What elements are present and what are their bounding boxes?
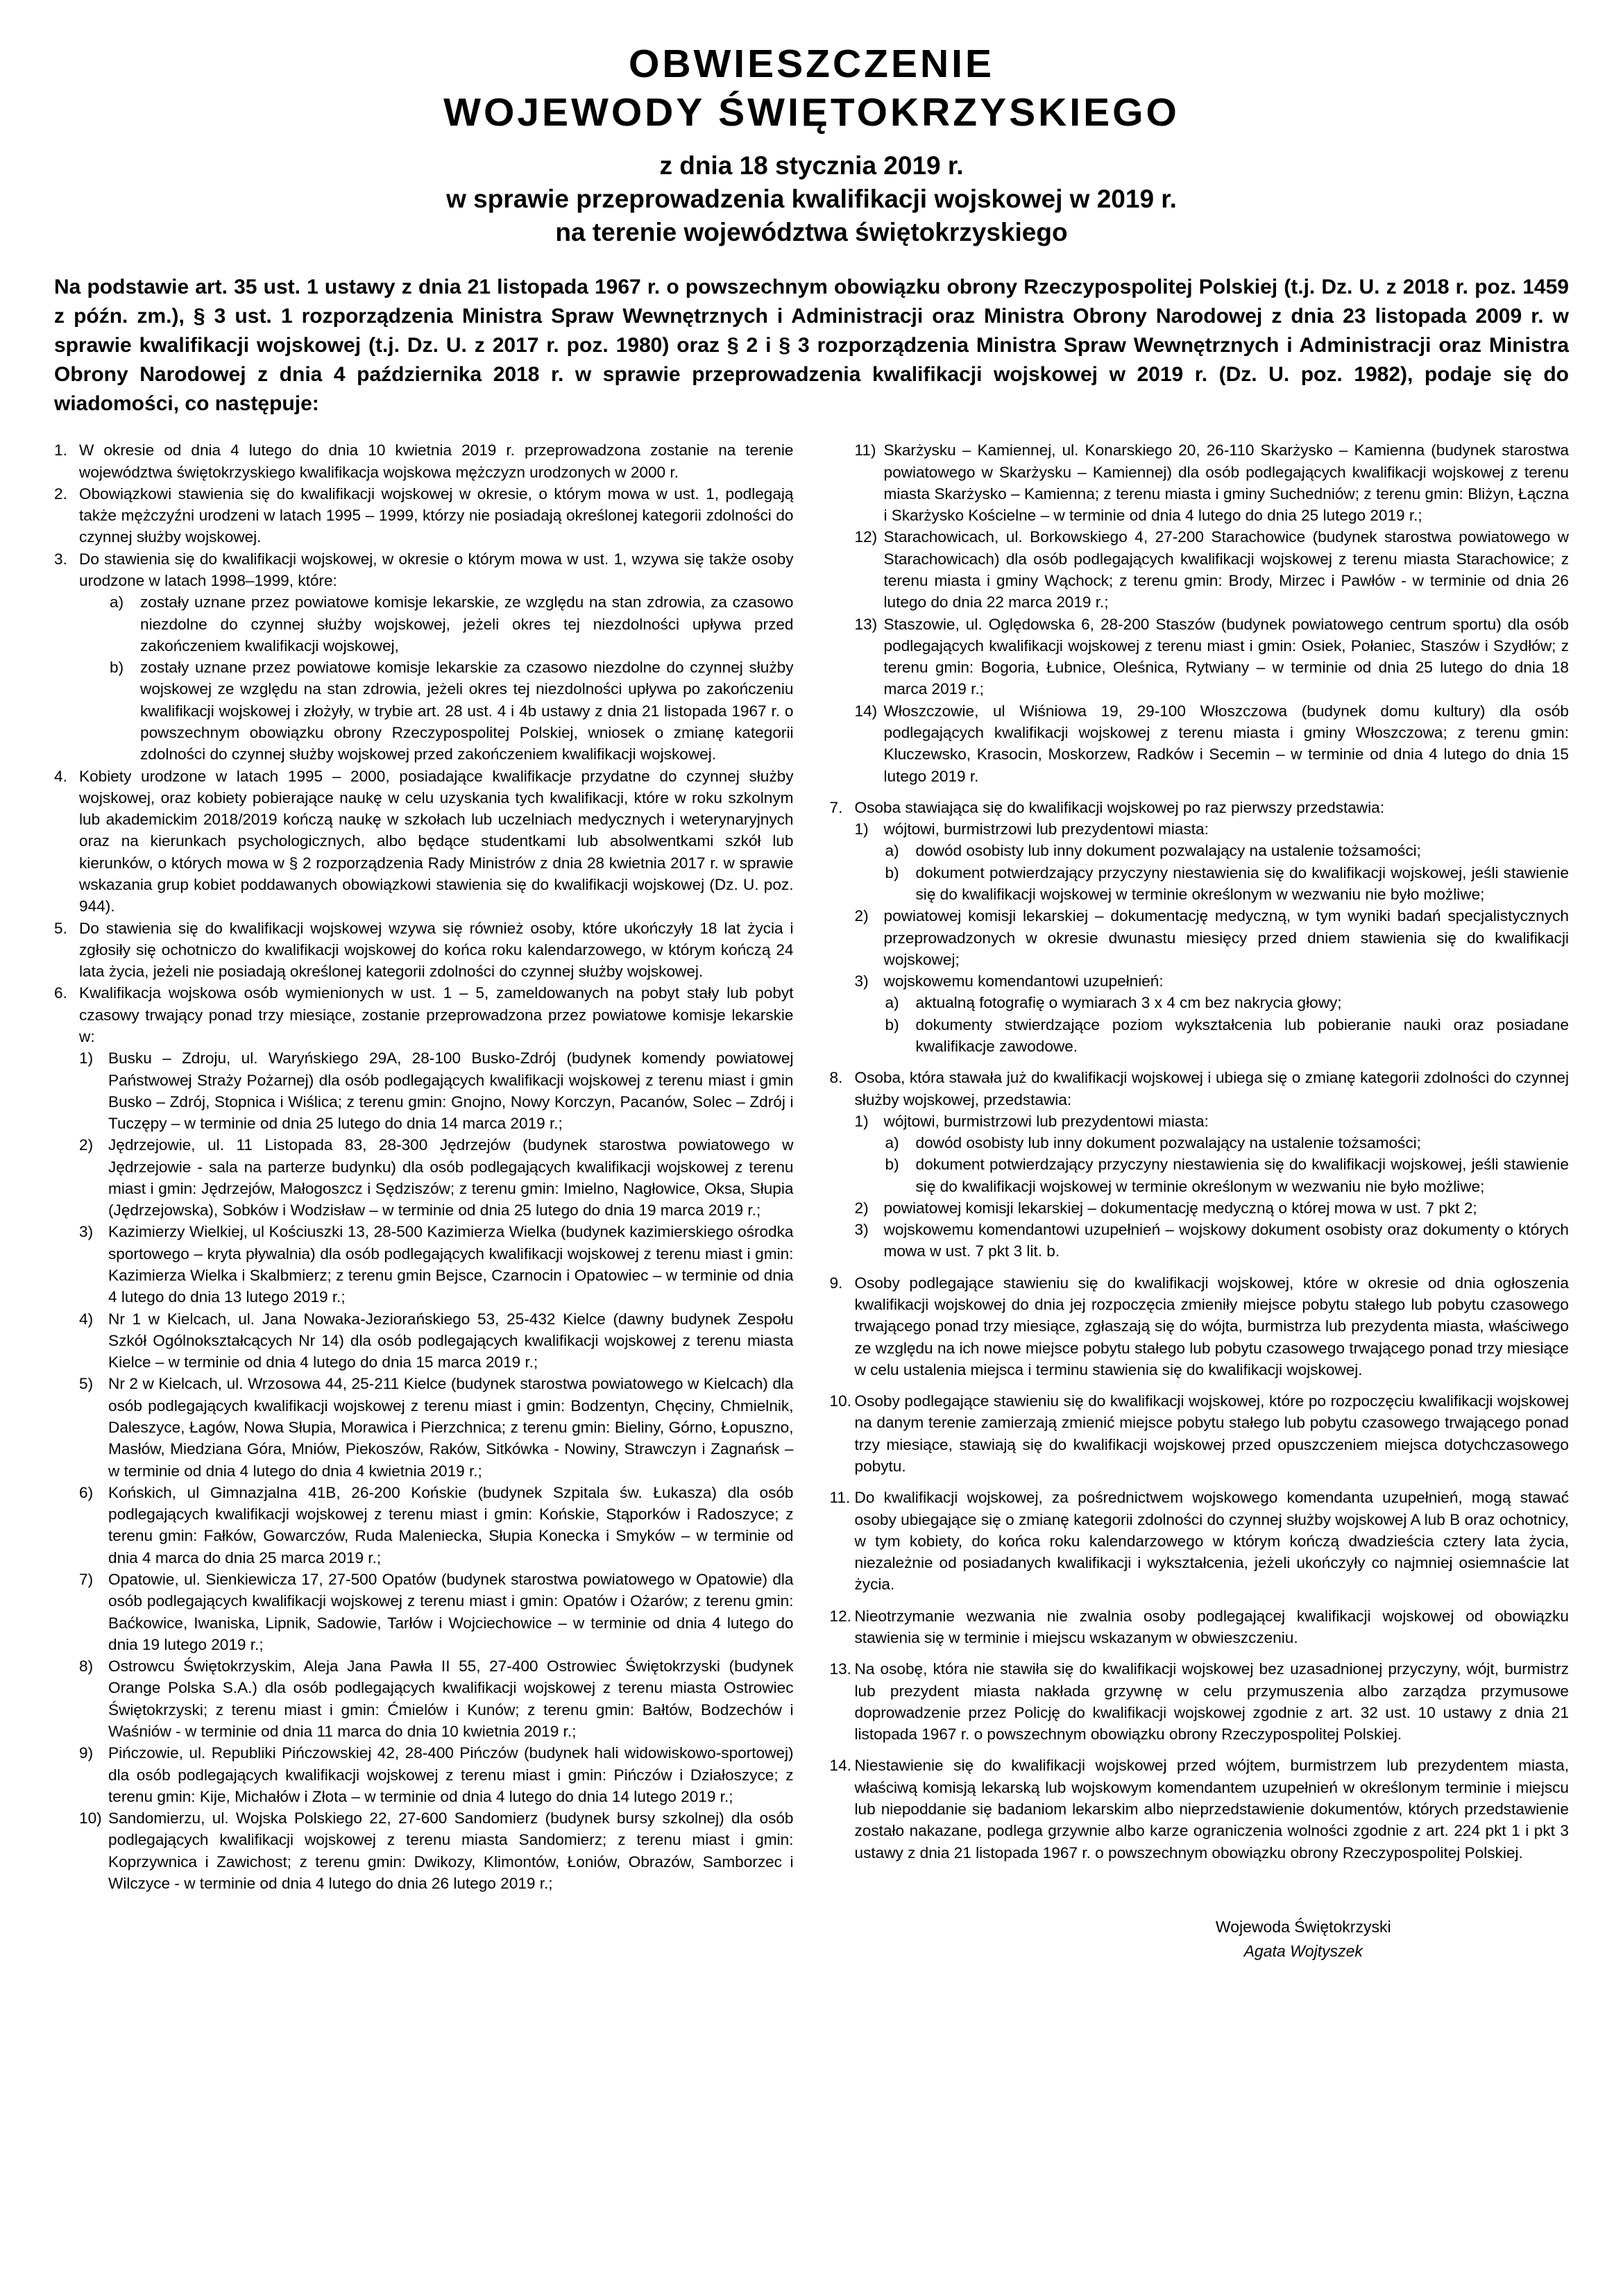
commission-item-13 — [830, 614, 1570, 700]
list-item-3 — [54, 548, 794, 592]
item-text: zostały uznane przez powiatowe komisje lekarskie, ze względu na stan zdrowia, za czasowo niezdolne do czynnej służby wojskowej, jeżeli okres tej niezdolności upływa przed zakończeniem kwalifikacji wojskowej, — [140, 593, 794, 655]
list-item-8 — [830, 1067, 1570, 1111]
commission-item-1 — [54, 1047, 794, 1134]
item-marker: b) — [885, 1156, 899, 1174]
title-line-1: OBWIESZCZENIE — [628, 42, 994, 86]
item-marker: 1. — [54, 441, 67, 459]
item-marker: 14. — [829, 1757, 851, 1775]
item-text: wójtowi, burmistrzowi lub prezydentowi miasta: — [883, 1112, 1209, 1130]
item-text: Osoby podlegające stawieniu się do kwalifikacji wojskowej, które w okresie od dnia ogłoszenia kwalifikacji wojskowej do dnia jej rozpoczęcia zmieniły miejsce pobytu stałego lub pobytu czasowego trwającego ponad trzy miesiące, zgłaszają się do wójta, burmistrza lub prezydenta miasta, właściwego ze względu na ich nowe miejsce pobytu stałego lub pobytu czasowego trwającego ponad trzy miesiące w celu ustalenia miejsca i terminu stawienia się do kwalifikacji wojskowej. — [854, 1274, 1569, 1378]
item-text: Nr 2 w Kielcach, ul. Wrzosowa 44, 25-211 Kielce (budynek starostwa powiatowego w Kielcach) dla osób podlegających kwalifikacji wojskowej z terenu miast i gmin: Bodzentyn, Chęciny, Chmielnik, Daleszyce, Łagów, Nowa Słupia, Morawica i Pierzchnica; z terenu gmin: Bieliny, Górno, Łopuszno, Masłów, Miedziana Góra, Mniów, Piekoszów, Raków, Sitkówka - Nowiny, Strawczyn i Zagnańsk – w terminie od dnia 4 lutego do dnia 4 kwietnia 2019 r.; — [108, 1375, 794, 1480]
item-marker: 3) — [854, 972, 869, 990]
item-marker: b) — [110, 659, 124, 677]
item-marker: 1) — [854, 1112, 869, 1130]
item-text: Pińczowie, ul. Republiki Pińczowskiej 42, 28-400 Pińczów (budynek hali widowiskowo-sportowej) dla osób podlegających kwalifikacji wojskowej z terenu miast i gmin: Pińczów i Działoszyce; z terenu gmin: Kije, Michałów i Złota – w terminie od dnia 4 lutego do dnia 14 lutego 2019 r.; — [108, 1744, 794, 1805]
item-marker: a) — [110, 593, 124, 611]
list-item-7-1b — [830, 862, 1570, 906]
item-marker: 2) — [79, 1136, 94, 1154]
item-marker: 3. — [54, 550, 67, 568]
list-item-5 — [54, 918, 794, 983]
list-item-11 — [830, 1487, 1570, 1595]
item-marker: 7) — [79, 1570, 94, 1588]
item-text: aktualną fotografię o wymiarach 3 x 4 cm bez nakrycia głowy; — [915, 994, 1342, 1012]
item-marker: 13. — [829, 1660, 851, 1678]
item-marker: 1) — [79, 1049, 94, 1067]
legal-basis-paragraph: Na podstawie art. 35 ust. 1 ustawy z dnia 21 listopada 1967 r. o powszechnym obowiązku obrony Rzeczypospolitej Polskiej (t.j. Dz. U. z 2018 r. poz. 1459 z późn. zm.), § 3 ust. 1 rozporządzenia Ministra Spraw Wewnętrznych i Administracji oraz Ministra Obrony Narodowej z dnia 23 listopada 2009 r. w sprawie kwalifikacji wojskowej (t.j. Dz. U. z 2017 r. poz. 1980) oraz § 2 i § 3 rozporządzenia Ministra Spraw Wewnętrznych i Administracji oraz Ministra Obrony Narodowej z dnia 4 października 2018 r. w sprawie przeprowadzenia kwalifikacji wojskowej w 2019 r. (Dz. U. poz. 1982), podaje się do wiadomości, co następuje: — [54, 276, 1569, 416]
item-marker: 6) — [79, 1483, 94, 1501]
item-text: wójtowi, burmistrzowi lub prezydentowi miasta: — [883, 820, 1209, 838]
item-text: Końskich, ul Gimnazjalna 41B, 26-200 Końskie (budynek Szpitala św. Łukasza) dla osób podlegających kwalifikacji wojskowej z terenu miast i gmin: Końskie, Stąporków i Radoszyce; z terenu gmin: Fałków, Gowarczów, Ruda Maleniecka, Słupia Konecka i Smyków – w terminie od dnia 4 marca do dnia 25 marca 2019 r.; — [108, 1483, 794, 1567]
item-text: Busku – Zdroju, ul. Waryńskiego 29A, 28-100 Busko-Zdrój (budynek komendy powiatowej Państwowej Straży Pożarnej) dla osób podlegających kwalifikacji wojskowej z terenu miast i gmin Busko – Zdrój, Stopnica i Wiślica; z terenu gmin: Gnojno, Nowy Korczyn, Pacanów, Solec – Zdrój i Tuczępy – w terminie od dnia 25 lutego do dnia 14 marca 2019 r.; — [108, 1049, 794, 1133]
item-text: Do kwalifikacji wojskowej, za pośrednictwem wojskowego komendanta uzupełnień, mogą stawać osoby ubiegające się o zmianę kategorii zdolności do czynnej służby wojskowej A lub B oraz ochotnicy, w tym kobiety, do końca roku kalendarzowego w którym kończą dwadzieścia cztery lata życia, niezależnie od posiadanych kwalifikacji i wykształcenia, jeżeli ukończyły co najmniej osiemnaście lat życia. — [854, 1489, 1569, 1594]
list-item-8-1 — [830, 1111, 1570, 1132]
item-marker: 3) — [854, 1221, 869, 1239]
list-item-8-3 — [830, 1219, 1570, 1263]
commission-item-9 — [54, 1742, 794, 1807]
commission-item-6 — [54, 1482, 794, 1569]
item-marker: 8. — [829, 1069, 843, 1087]
signature-role: Wojewoda Świętokrzyski — [1215, 1917, 1391, 1936]
item-marker: 2) — [854, 907, 869, 925]
commission-item-12 — [830, 526, 1570, 613]
subtitle-area: na terenie województwa świętokrzyskiego — [555, 218, 1068, 247]
commission-item-2 — [54, 1134, 794, 1221]
list-item-7-3a — [830, 992, 1570, 1013]
item-text: Skarżysku – Kamiennej, ul. Konarskiego 20, 26-110 Skarżysko – Kamienna (budynek starostwa powiatowego w Skarżysku – Kamiennej) dla osób podlegających kwalifikacji wojskowej z terenu miasta Skarżysko – Kamienna; z terenu miasta i gminy Suchedniów; z terenu gmin: Bliżyn, Łączna i Skarżysko Kościelne – w terminie od dnia 4 lutego do dnia 25 lutego 2019 r.; — [883, 441, 1569, 525]
item-text: powiatowej komisji lekarskiej – dokumentację medyczną, w tym wyniki badań specjalistycznych przeprowadzonych w okresie dwunastu miesięcy przed dniem stawienia się do kwalifikacji wojskowej; — [883, 907, 1569, 968]
list-item-8-1a — [830, 1132, 1570, 1154]
signature-name: Agata Wojtyszek — [1243, 1942, 1363, 1961]
item-marker: 4. — [54, 767, 67, 785]
item-marker: b) — [885, 863, 899, 881]
item-marker: a) — [885, 842, 899, 860]
item-marker: 9) — [79, 1744, 94, 1762]
item-text: dowód osobisty lub inny dokument pozwalający na ustalenie tożsamości; — [915, 842, 1421, 860]
list-item-9 — [830, 1272, 1570, 1381]
commission-item-4 — [54, 1308, 794, 1374]
item-marker: b) — [885, 1015, 899, 1033]
item-text: Obowiązkowi stawienia się do kwalifikacji wojskowej w okresie, o którym mowa w ust. 1, podlegają także mężczyźni urodzeni w latach 1995 – 1999, którzy nie posiadają określonej kategorii zdolności do czynnej służby wojskowej. — [79, 484, 794, 546]
item-text: Sandomierzu, ul. Wojska Polskiego 22, 27-600 Sandomierz (budynek bursy szkolnej) dla osób podlegających kwalifikacji wojskowej z terenu miasta Sandomierz; z terenu miast i gmin: Koprzywnica i Zawichost; z terenu gmin: Dwikozy, Klimontów, Łoniów, Obrazów, Samborzec i Wilczyce - w terminie od dnia 4 lutego do dnia 26 lutego 2019 r.; — [108, 1809, 794, 1892]
document-header — [54, 40, 1569, 249]
item-text: Staszowie, ul. Oględowska 6, 28-200 Staszów (budynek powiatowego centrum sportu) dla osób podlegających kwalifikacji wojskowej z terenu miast i gmin: Osiek, Połaniec, Staszów i Szydłów; z terenu gmin: Bogoria, Łubnice, Oleśnica, Rytwiany – w terminie od dnia 25 lutego do dnia 18 marca 2019 r.; — [883, 615, 1569, 698]
item-text: Kwalifikacja wojskowa osób wymienionych w ust. 1 – 5, zameldowanych na pobyt stały lub pobyt czasowy trwający ponad trzy miesiące, zostanie przeprowadzona przez powiatowe komisje lekarskie w: — [79, 984, 794, 1045]
item-marker: 1) — [854, 820, 869, 838]
commission-item-5 — [54, 1373, 794, 1481]
item-marker: 14) — [854, 702, 878, 720]
item-text: W okresie od dnia 4 lutego do dnia 10 kwietnia 2019 r. przeprowadzona zostanie na terenie województwa świętokrzyskiego kwalifikacja wojskowa mężczyzn urodzonych w 2000 r. — [79, 441, 794, 481]
item-text: zostały uznane przez powiatowe komisje lekarskie za czasowo niezdolne do czynnej służby wojskowej ze względu na stan zdrowia, jeżeli okres tej niezdolności upływa po zakończeniu kwalifikacji wojskowej i złożyły, w trybie art. 28 ust. 4 i 4b ustawy z dnia 21 listopada 1967 r. o powszechnym obowiązku obrony Rzeczypospolitej Polskiej, wniosek o zmianę kategorii zdolności do czynnej służby wojskowej przed zakończeniem kwalifikacji wojskowej. — [140, 659, 794, 763]
item-marker: 10) — [79, 1809, 102, 1827]
item-marker: 12. — [829, 1607, 851, 1625]
item-marker: 13) — [854, 615, 878, 633]
item-marker: 11) — [854, 441, 876, 459]
list-item-13 — [830, 1658, 1570, 1745]
signature-block — [830, 1915, 1570, 1964]
item-text: Włoszczowie, ul Wiśniowa 19, 29-100 Włoszczowa (budynek domu kultury) dla osób podlegających kwalifikacji wojskowej z terenu miasta i gminy Włoszczowa; z terenu gmin: Kluczewsko, Krasocin, Moskorzew, Radków i Secemin – w terminie od dnia 4 lutego do dnia 15 lutego 2019 r. — [883, 702, 1569, 785]
item-marker: 3) — [79, 1223, 94, 1241]
left-column — [54, 439, 794, 1894]
list-item-7-3 — [830, 970, 1570, 992]
item-marker: 10. — [829, 1392, 851, 1410]
item-text: Osoba, która stawała już do kwalifikacji wojskowej i ubiega się o zmianę kategorii zdolności do czynnej służby wojskowej, przedstawia: — [854, 1069, 1569, 1108]
commission-item-3 — [54, 1221, 794, 1308]
item-marker: 4) — [79, 1310, 94, 1328]
item-text: Do stawienia się do kwalifikacji wojskowej, w okresie o którym mowa w ust. 1, wzywa się także osoby urodzone w latach 1998–1999, które: — [79, 550, 794, 590]
commission-item-11 — [830, 439, 1570, 526]
list-item-2 — [54, 483, 794, 548]
list-item-14 — [830, 1755, 1570, 1863]
commission-item-7 — [54, 1569, 794, 1655]
item-text: dowód osobisty lub inny dokument pozwalający na ustalenie tożsamości; — [915, 1134, 1421, 1152]
item-marker: a) — [885, 1134, 899, 1152]
item-text: dokument potwierdzający przyczyny niestawienia się do kwalifikacji wojskowej, jeśli stawienie się do kwalifikacji wojskowej w terminie określonym w wezwaniu nie było możliwe; — [915, 863, 1569, 903]
list-item-10 — [830, 1390, 1570, 1477]
commission-item-10 — [54, 1807, 794, 1894]
item-text: Ostrowcu Świętokrzyskim, Aleja Jana Pawła II 55, 27-400 Ostrowiec Świętokrzyski (budynek Orange Polska S.A.) dla osób podlegających kwalifikacji wojskowej z terenu miasta Ostrowiec Świętokrzyski; z terenu miast i gmin: Ćmielów i Kunów; z terenu gmin: Bałtów, Bodzechów i Waśniów - w terminie od dnia 11 marca do dnia 10 kwietnia 2019 r.; — [108, 1657, 794, 1740]
item-text: Na osobę, która nie stawiła się do kwalifikacji wojskowej bez uzasadnionej przyczyny, wójt, burmistrz lub prezydent miasta nakłada grzywnę w celu przymuszenia albo zarządza przymusowe doprowadzenie przez Policję do kwalifikacji wojskowej zgodnie z art. 32 ust. 10 ustawy z dnia 21 listopada 1967 r. o powszechnym obowiązku obrony Rzeczypospolitej Polskiej. — [854, 1660, 1569, 1744]
item-text: dokument potwierdzający przyczyny niestawienia się do kwalifikacji wojskowej, jeśli stawienie się do kwalifikacji wojskowej w terminie określonym w wezwaniu nie było możliwe; — [915, 1156, 1569, 1195]
item-text: Jędrzejowie, ul. 11 Listopada 83, 28-300 Jędrzejów (budynek starostwa powiatowego w Jędrzejowie - sala na parterze budynku) dla osób podlegających kwalifikacji wojskowej z terenu miast i gmin: Jędrzejów, Małogoszcz i Sędziszów; z terenu gmin: Imielno, Nagłowice, Oksa, Słupia (Jędrzejowska), Sobków i Wodzisław – w terminie od dnia 25 lutego do dnia 19 marca 2019 r.; — [108, 1136, 794, 1219]
item-text: wojskowemu komendantowi uzupełnień: — [883, 972, 1164, 990]
item-text: Nr 1 w Kielcach, ul. Jana Nowaka-Jeziorańskiego 53, 25-432 Kielce (dawny budynek Zespołu Szkół Ogólnokształcących Nr 14) dla osób podlegających kwalifikacji wojskowej z terenu miasta Kielce – w terminie od dnia 4 lutego do dnia 15 marca 2019 r.; — [108, 1310, 794, 1371]
item-marker: 7. — [829, 798, 843, 816]
item-marker: 2) — [854, 1199, 869, 1217]
list-item-8-1b — [830, 1154, 1570, 1197]
item-marker: 12) — [854, 528, 878, 546]
list-item-3b — [54, 657, 794, 765]
list-item-8-2 — [830, 1197, 1570, 1219]
list-item-7 — [830, 797, 1570, 818]
item-marker: 9. — [829, 1274, 843, 1292]
page-title — [54, 40, 1569, 137]
item-marker: 8) — [79, 1657, 94, 1675]
item-text: powiatowej komisji lekarskiej – dokumentację medyczną o której mowa w ust. 7 pkt 2; — [883, 1199, 1477, 1217]
document-body-columns — [54, 439, 1569, 1964]
item-marker: 2. — [54, 484, 67, 503]
item-text: wojskowemu komendantowi uzupełnień – wojskowy dokument osobisty oraz dokumenty o których mowa w ust. 7 pkt 3 lit. b. — [883, 1221, 1569, 1260]
title-line-2: WOJEWODY ŚWIĘTOKRZYSKIEGO — [443, 90, 1180, 135]
item-marker: 5) — [79, 1375, 94, 1393]
item-text: Kobiety urodzone w latach 1995 – 2000, posiadające kwalifikacje przydatne do czynnej służby wojskowej, oraz kobiety pobierające naukę w celu uzyskania tych kwalifikacji, które w roku szkolnym lub akademickim 2018/2019 kończą naukę w szkołach lub uczelniach medycznych i weterynaryjnych oraz na kierunkach psychologicznych, albo będące studentkami lub absolwentkami szkół lub kierunków, o których mowa w § 2 rozporządzenia Rady Ministrów z dnia 28 kwietnia 2017 r. w sprawie wskazania grup kobiet poddawanych obowiązkowi stawienia się do kwalifikacji wojskowej (Dz. U. poz. 944). — [79, 767, 794, 915]
subtitle-matter: w sprawie przeprowadzenia kwalifikacji wojskowej w 2019 r. — [446, 185, 1177, 214]
item-text: Niestawienie się do kwalifikacji wojskowej przed wójtem, burmistrzem lub prezydentem miasta, właściwą komisją lekarską lub wojskowym komendantem uzupełnień w określonym terminie i miejscu lub niepoddanie się badaniom lekarskim albo nieprzedstawienie dokumentów, których przedstawienie zostało nakazane, podlega grzywnie albo karze ograniczenia wolności zgodnie z art. 224 pkt 1 i pkt 3 ustawy z dnia 21 listopada 1967 r. o powszechnym obowiązku obrony Rzeczypospolitej Polskiej. — [854, 1757, 1569, 1862]
item-text: dokumenty stwierdzające poziom wykształcenia lub pobieranie nauki oraz posiadane kwalifikacje zawodowe. — [915, 1015, 1569, 1055]
item-text: Nieotrzymanie wezwania nie zwalnia osoby podlegającej kwalifikacji wojskowej od obowiązku stawienia się w terminie i miejscu wskazanym w obwieszczeniu. — [854, 1607, 1569, 1646]
list-item-7-2 — [830, 905, 1570, 970]
commission-item-8 — [54, 1655, 794, 1742]
list-item-7-1a — [830, 840, 1570, 861]
subtitle-date: z dnia 18 stycznia 2019 r. — [659, 151, 964, 180]
item-marker: 5. — [54, 919, 67, 937]
list-item-4 — [54, 766, 794, 918]
list-item-3a — [54, 591, 794, 657]
item-text: Opatowie, ul. Sienkiewicza 17, 27-500 Opatów (budynek starostwa powiatowego w Opatowie) dla osób podlegających kwalifikacji wojskowej z terenu miast i gmin: Opatów i Ożarów; z terenu gmin: Baćkowice, Iwaniska, Lipnik, Sadowie, Tarłów i Wojciechowice – w terminie od dnia 4 lutego do dnia 19 lutego 2019 r.; — [108, 1570, 794, 1653]
item-text: Do stawienia się do kwalifikacji wojskowej wzywa się również osoby, które ukończyły 18 lat życia i zgłosiły się ochotniczo do kwalifikacji wojskowej do końca roku kalendarzowego, w którym kończą 24 lata życia, jeżeli nie posiadają określonej kategorii zdolności do czynnej służby wojskowej. — [79, 919, 794, 981]
item-text: Kazimierzy Wielkiej, ul Kościuszki 13, 28-500 Kazimierza Wielka (budynek kazimierskiego ośrodka sportowego – kryta pływalnia) dla osób podlegających kwalifikacji wojskowej z terenu miast i gmin: Kazimierza Wielka i Skalbmierz; z terenu gmin Bejsce, Czarnocin i Opatowiec – w terminie od dnia 4 lutego do dnia 13 lutego 2019 r.; — [108, 1223, 794, 1306]
item-text: Osoba stawiająca się do kwalifikacji wojskowej po raz pierwszy przedstawia: — [854, 798, 1384, 816]
list-item-7-1 — [830, 818, 1570, 840]
document-subtitle — [54, 149, 1569, 249]
item-marker: 11. — [829, 1489, 851, 1507]
list-item-1 — [54, 439, 794, 483]
list-item-7-3b — [830, 1014, 1570, 1058]
right-column — [830, 439, 1570, 1964]
list-item-6 — [54, 982, 794, 1047]
list-item-12 — [830, 1605, 1570, 1649]
commission-item-14 — [830, 700, 1570, 787]
item-text: Starachowicach, ul. Borkowskiego 4, 27-200 Starachowice (budynek starostwa powiatowego w Starachowicach) dla osób podlegających kwalifikacji wojskowej z terenu miasta Starachowice; z terenu miasta i gminy Wąchock; z terenu gmin: Brody, Mirzec i Pawłów - w terminie od dnia 26 lutego do dnia 22 marca 2019 r.; — [883, 528, 1569, 611]
item-text: Osoby podlegające stawieniu się do kwalifikacji wojskowej, które po rozpoczęciu kwalifikacji wojskowej na danym terenie zamierzają zmienić miejsce pobytu stałego lub pobytu czasowego trwającego ponad trzy miesiące, stawiają się do kwalifikacji wojskowej przed opuszczeniem miejsca dotychczasowego pobytu. — [854, 1392, 1569, 1475]
item-marker: 6. — [54, 984, 67, 1002]
item-marker: a) — [885, 994, 899, 1012]
